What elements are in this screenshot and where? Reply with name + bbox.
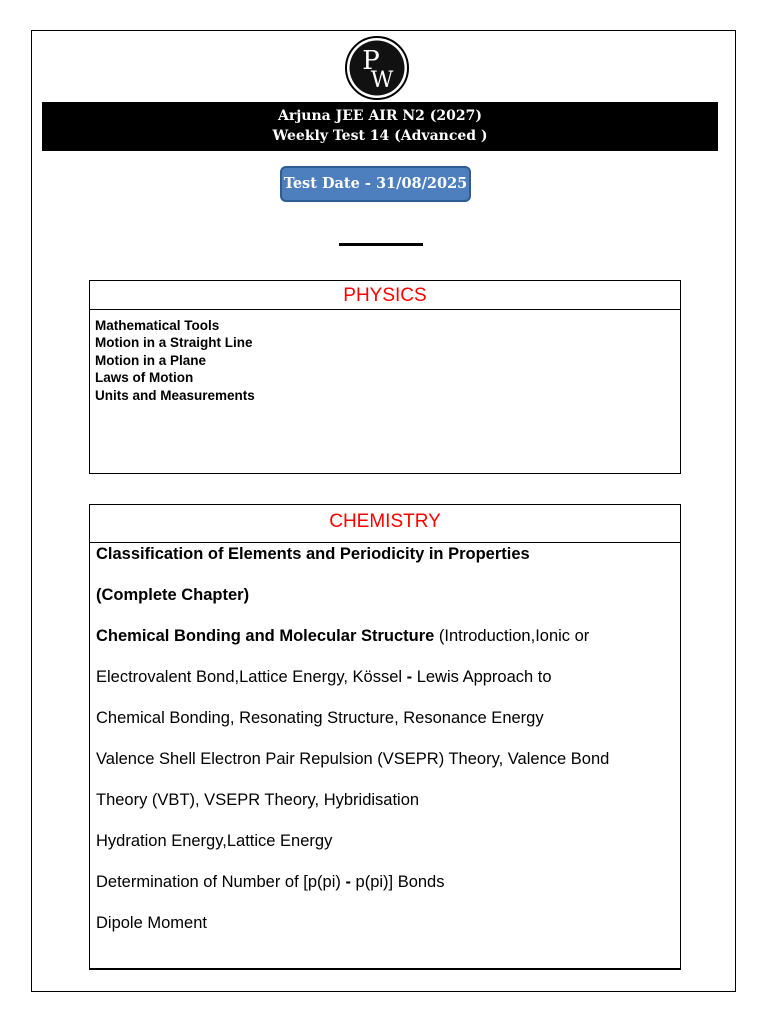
- chemistry-chapter-name: Chemical Bonding and Molecular Structure: [96, 627, 435, 645]
- divider-rule: [339, 243, 423, 246]
- list-item: Motion in a Straight Line: [95, 335, 253, 351]
- pw-logo-icon: [344, 35, 410, 101]
- chemistry-line: Dipole Moment: [96, 914, 207, 932]
- chemistry-section: [89, 504, 681, 970]
- svg-text:W: W: [370, 68, 394, 93]
- list-item: Units and Measurements: [95, 387, 255, 403]
- test-date-badge: Test Date - 31/08/2025: [280, 166, 471, 202]
- list-item: Mathematical Tools: [95, 318, 220, 333]
- list-item: Motion in a Plane: [95, 352, 207, 368]
- text-span: -: [345, 873, 351, 891]
- text-span: p(pi)] Bonds: [350, 873, 445, 891]
- chemistry-line: Chemical Bonding, Resonating Structure, Resonance Energy: [96, 709, 544, 727]
- chemistry-chapter-details: (Introduction,Ionic or: [434, 627, 590, 645]
- physics-section: [89, 280, 681, 474]
- text-span: -: [406, 668, 413, 686]
- chemistry-title: CHEMISTRY: [90, 505, 680, 543]
- chemistry-line: Theory (VBT), VSEPR Theory, Hybridisation: [96, 791, 420, 809]
- text-span: Lewis Approach to: [412, 668, 552, 686]
- title-bar: [42, 102, 718, 151]
- chemistry-line: [96, 872, 444, 892]
- batch-title: Arjuna JEE AIR N2 (2027): [278, 108, 482, 124]
- text-span: Electrovalent Bond,Lattice Energy, Kössel: [96, 668, 407, 686]
- chemistry-line: (Complete Chapter): [96, 586, 250, 604]
- svg-text:P: P: [362, 46, 380, 76]
- chemistry-line: Classification of Elements and Periodicity in Properties: [96, 545, 530, 563]
- list-item: Laws of Motion: [95, 370, 194, 386]
- chemistry-line: [96, 667, 552, 687]
- chemistry-line: Hydration Energy,Lattice Energy: [96, 832, 333, 850]
- test-title: Weekly Test 14 (Advanced ): [272, 128, 488, 144]
- chemistry-line: [96, 626, 589, 646]
- text-span: Determination of Number of [p(pi): [96, 873, 346, 891]
- physics-title: PHYSICS: [90, 281, 680, 310]
- chemistry-line: Valence Shell Electron Pair Repulsion (VSEPR) Theory, Valence Bond: [96, 750, 610, 768]
- physics-topic-list: [90, 310, 680, 404]
